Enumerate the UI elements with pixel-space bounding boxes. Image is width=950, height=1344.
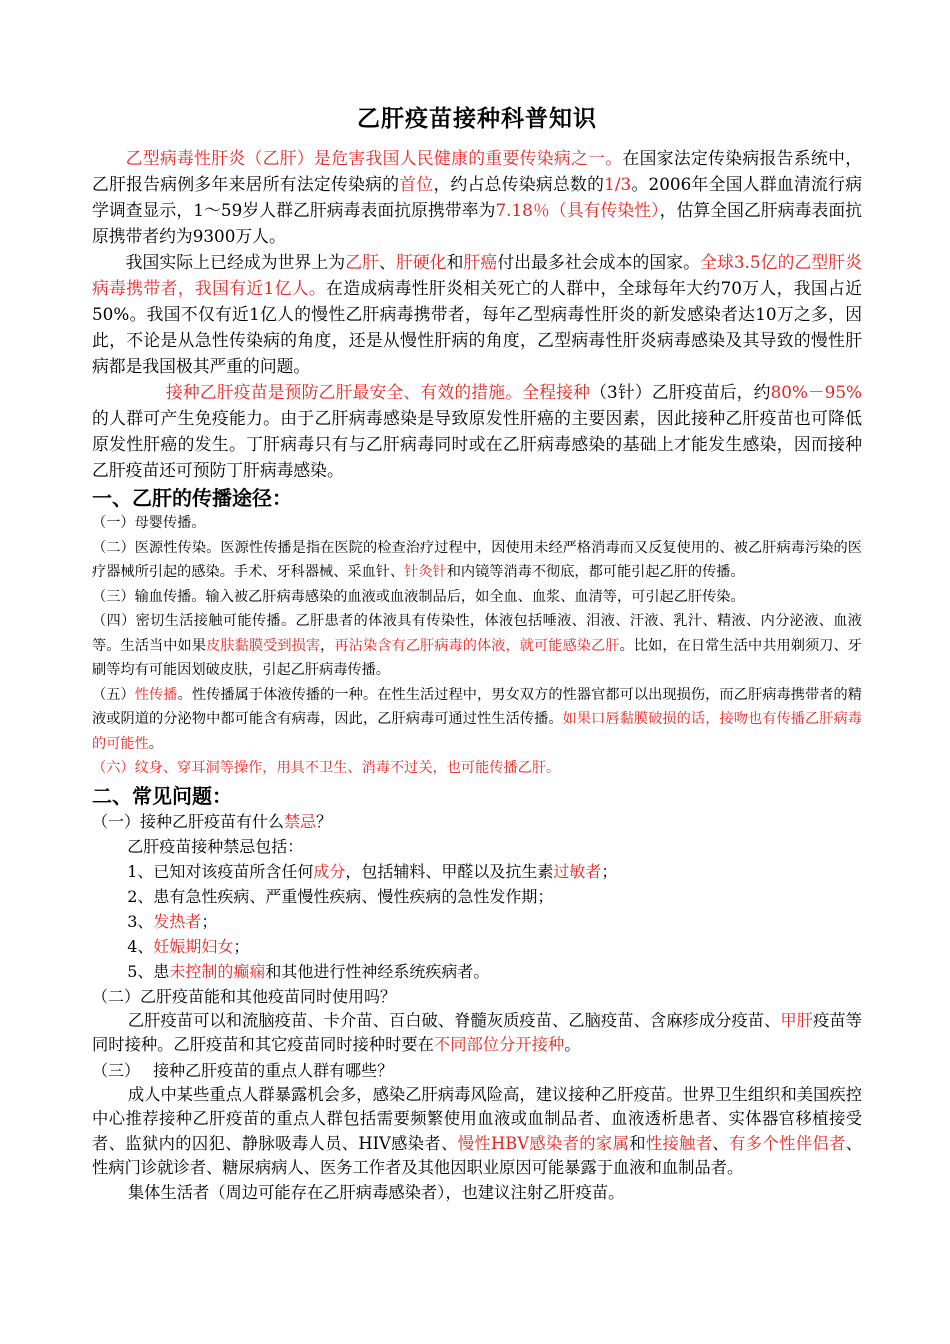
text-segment: 和 xyxy=(629,1133,646,1153)
text-segment: 在造成病毒性肝炎相关死亡的人群中，全球每年大约70万人，我国占近50%。我国不仅有近1亿人的慢性乙肝病毒携带者，每年乙型病毒性肝炎的新发感染者达10万之多，因此，不论是从急性传染病的角度，还是从慢性肝病的角度，乙型病毒性肝炎病毒感染及其导致的慢性肝病都是我国极其严重的问题。 xyxy=(92,278,862,376)
faq-answer-3 xyxy=(92,1083,862,1181)
text-segment: 乙肝疫苗可以和流脑疫苗、卡介苗、百白破、脊髓灰质疫苗、乙脑疫苗、含麻疹成分疫苗、 xyxy=(127,1010,781,1030)
faq-question-3 xyxy=(92,1058,862,1083)
text-segment: （三）输血传播。输入被乙肝病毒感染的血液或血液制品后，如全血、血浆、血清等，可引起乙肝传染。 xyxy=(92,588,745,605)
highlight-text: 发热者 xyxy=(153,911,202,931)
text-segment: （3针）乙肝疫苗后，约 xyxy=(590,382,771,402)
text-segment: ，包括辅料、甲醛以及抗生素 xyxy=(345,861,554,881)
document-title: 乙肝疫苗接种科普知识 xyxy=(357,106,597,132)
text-segment: 2、患有急性疾病、严重慢性疾病、慢性疾病的急性发作期； xyxy=(127,886,554,906)
text-segment: 付出最多社会成本的国家。 xyxy=(497,252,701,272)
highlight-text: （六）纹身、穿耳洞等操作，用具不卫生、消毒不过关，也可能传播乙肝。 xyxy=(92,760,561,776)
transmission-item-4 xyxy=(92,609,862,683)
text-segment: 我国实际上已经成为世界上为 xyxy=(125,252,346,272)
highlight-text: 肝硬化 xyxy=(395,252,447,272)
text-segment: ； xyxy=(233,936,250,956)
text-segment: 。性传播属于体液传播的一种。在性生活过程中，男女双方的性器官都可以出现损伤，而乙肝病毒携带者的精液或阴道的分泌物中都可能含有病毒，因此，乙肝病毒可通过性生活传播。 xyxy=(92,686,862,727)
highlight-text: 有多个性伴侣者 xyxy=(729,1133,846,1153)
highlight-text: 再沾染含有乙肝病毒的体液，就可能感染乙肝 xyxy=(334,637,620,654)
document-page xyxy=(92,100,862,1205)
highlight-text: 接种乙肝疫苗是预防乙肝最安全、有效的措施。全程接种 xyxy=(165,382,591,402)
text-segment: 5、患 xyxy=(127,961,170,981)
text-segment: 1、已知对该疫苗所含任何 xyxy=(127,861,314,881)
intro-paragraph-3 xyxy=(92,379,862,483)
transmission-item-3 xyxy=(92,585,862,610)
highlight-text: 过敏者 xyxy=(553,861,602,881)
highlight-text: 首位 xyxy=(399,174,434,194)
text-segment: 。 xyxy=(564,1035,581,1054)
highlight-text: 全球3.5亿的乙型肝炎病毒携带者，我国有近1亿人。 xyxy=(92,252,862,298)
text-segment: （一）母婴传播。 xyxy=(92,515,206,531)
highlight-text: 乙肝 xyxy=(345,252,380,272)
faq-question-2 xyxy=(92,984,862,1009)
contraindication-item xyxy=(92,884,862,909)
text-segment: （三） 接种乙肝疫苗的重点人群有哪些？ xyxy=(92,1060,394,1080)
highlight-text: 如果口唇黏膜破损的话，接吻也有传播乙肝病毒的可能性 xyxy=(92,711,862,752)
text-segment: ； xyxy=(201,911,218,931)
highlight-text: 皮肤黏膜受到损害 xyxy=(206,637,321,654)
highlight-text: 性接触者 xyxy=(645,1133,713,1153)
text-segment: ， xyxy=(320,637,335,654)
text-segment: 的人群可产生免疫能力。由于乙肝病毒感染是导致原发性肝癌的主要因素，因此接种乙肝疫苗也可降低原发性肝癌的发生。丁肝病毒只有与乙肝病毒同时或在乙肝病毒感染的基础上才能发生感染，因而接种乙肝疫苗还可预防丁肝病毒感染。 xyxy=(92,408,862,480)
text-segment: 和内镜等消毒不彻底，都可能引起乙肝的传播。 xyxy=(446,564,745,580)
text-segment: 疫苗等同时接种。乙肝疫苗和其它疫苗同时接种时要在 xyxy=(92,1010,862,1054)
contraindication-item xyxy=(92,959,862,984)
highlight-text: 肝癌 xyxy=(463,252,498,272)
highlight-text: 未控制的癫痫 xyxy=(169,961,266,981)
text-segment: （四）密切生活接触可能传播。乙肝患者的体液具有传染性，体液包括唾液、泪液、汗液、乳汁、精液、内分泌液、血液等。生活当中如果 xyxy=(92,613,862,654)
highlight-text: 性传播 xyxy=(134,686,178,703)
text-segment: 。比如，在日常生活中共用剃须刀、牙刷等均有可能因划破皮肤，引起乙肝病毒传播。 xyxy=(92,637,862,678)
highlight-text: 慢性HBV感染者的家属 xyxy=(457,1133,630,1153)
section-heading-faq: 二、常见问题： xyxy=(92,783,232,808)
faq-answer-1-intro: 乙肝疫苗接种禁忌包括： xyxy=(127,836,304,856)
intro-paragraph-2 xyxy=(92,249,862,379)
text-segment: ？ xyxy=(316,811,333,831)
highlight-text: 甲肝 xyxy=(780,1010,814,1030)
transmission-item-5 xyxy=(92,683,862,757)
text-segment: 3、 xyxy=(127,911,154,931)
text-segment: 4、 xyxy=(127,936,154,956)
text-segment: 、 xyxy=(379,252,396,272)
text-segment: （二）医源性传染。医源性传播是指在医院的检查治疗过程中，因使用未经严格消毒而又反复使用的、被乙肝病毒污染的医疗器械所引起的感染。手术、牙科器械、采血针、 xyxy=(92,539,862,580)
highlight-text: 1/3 xyxy=(604,174,632,194)
highlight-text: 80%－95% xyxy=(770,382,862,402)
highlight-text: 成分 xyxy=(313,861,346,881)
text-segment: 和 xyxy=(446,252,464,272)
contraindication-item xyxy=(92,934,862,959)
text-segment: ，估算全国乙肝病毒表面抗原携带者约为9300万人。 xyxy=(92,200,862,246)
faq-answer-2 xyxy=(92,1009,862,1058)
text-segment: ，约占总传染病总数的 xyxy=(433,174,605,194)
faq-answer-3-note: 集体生活者（周边可能存在乙肝病毒感染者），也建议注射乙肝疫苗。 xyxy=(127,1182,625,1202)
highlight-text: 妊娠期妇女 xyxy=(153,936,234,956)
section-heading-transmission: 一、乙肝的传播途径： xyxy=(92,486,292,510)
contraindication-item xyxy=(92,909,862,934)
text-segment: 。 xyxy=(148,735,163,752)
intro-paragraph-1 xyxy=(92,145,862,249)
contraindication-item xyxy=(92,859,862,884)
transmission-item-1 xyxy=(92,511,862,536)
text-segment: （一）接种乙肝疫苗有什么 xyxy=(92,811,285,831)
text-segment: 在国家法定传染病报告系统中，乙肝报告病例多年来居所有法定传染病的 xyxy=(92,148,862,194)
text-segment: （二）乙肝疫苗能和其他疫苗同时使用吗？ xyxy=(92,986,397,1006)
faq-question-1 xyxy=(92,809,862,834)
text-segment: ； xyxy=(601,861,618,881)
highlight-text: 不同部位分开接种 xyxy=(433,1035,565,1054)
transmission-item-6 xyxy=(92,756,862,781)
text-segment: 和其他进行性神经系统疾病者。 xyxy=(265,961,490,981)
text-segment: 、 xyxy=(712,1133,730,1153)
highlight-text: 针灸针 xyxy=(404,564,447,580)
highlight-text: 禁忌 xyxy=(284,811,317,831)
transmission-item-2 xyxy=(92,536,862,585)
text-segment: （五） xyxy=(92,686,135,703)
text-segment: 。2006年全国人群血清流行病学调查显示，1～59岁人群乙肝病毒表面抗原携带率为 xyxy=(92,174,862,220)
highlight-text: 7.18％（具有传染性） xyxy=(495,200,660,220)
highlight-text: 乙型病毒性肝炎（乙肝）是危害我国人民健康的重要传染病之一。 xyxy=(125,148,623,168)
text-segment: 成人中某些重点人群暴露机会多，感染乙肝病毒风险高，建议接种乙肝疫苗。世界卫生组织和美国疾控中心推荐接种乙肝疫苗的重点人群包括需要频繁使用血液或血制品者、血液透析患者、实体器官移植接受者、监狱内的囚犯、静脉吸毒人员、HIV感染者、 xyxy=(92,1084,862,1153)
text-segment: 、性病门诊就诊者、糖尿病病人、医务工作者及其他因职业原因可能暴露于血液和血制品者。 xyxy=(92,1133,862,1177)
